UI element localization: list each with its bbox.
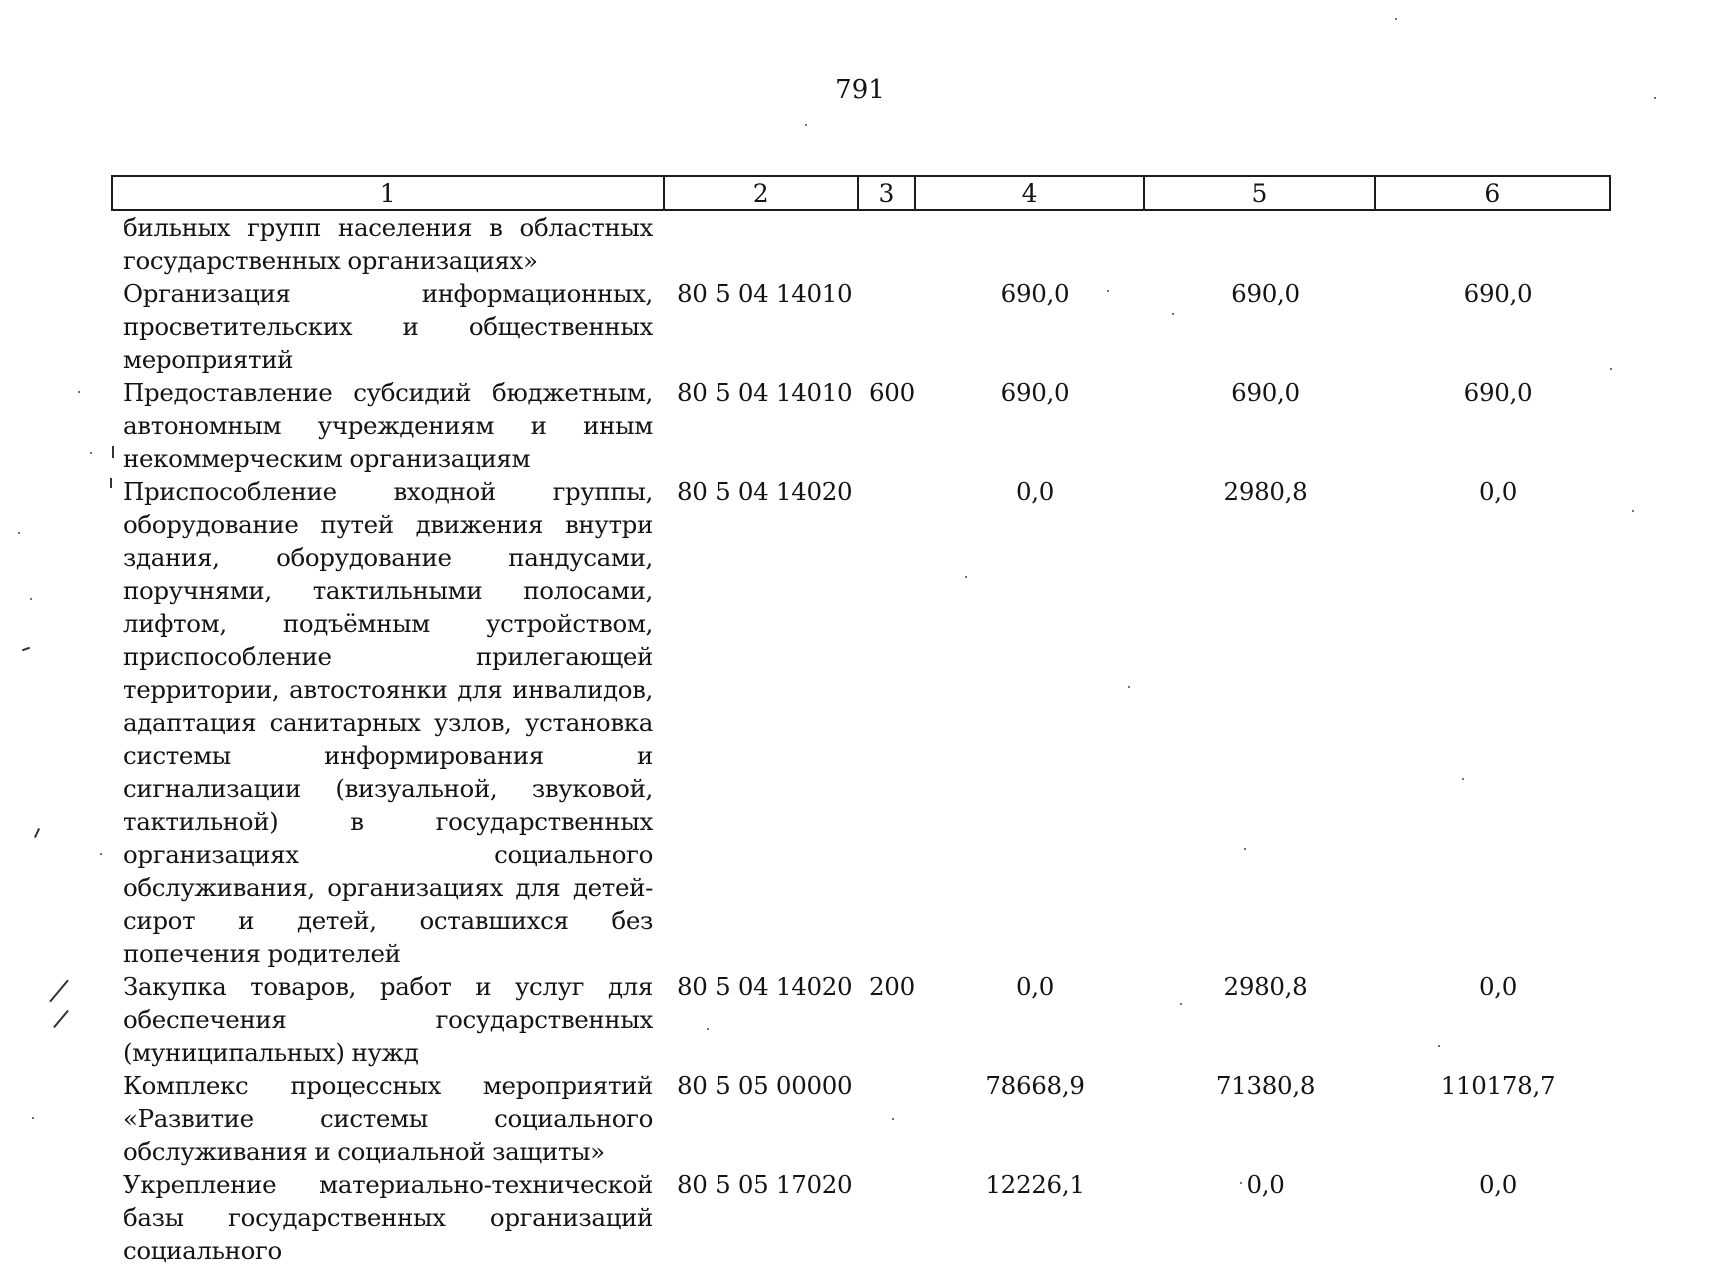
column-header-2: 2 (665, 177, 859, 209)
row-value-col5: 690,0 (1231, 378, 1300, 407)
scan-speck (1107, 290, 1109, 292)
row-value-col6: 690,0 (1463, 378, 1533, 407)
column-header-1: 1 (113, 177, 665, 209)
row-value-col6: 0,0 (1478, 1170, 1518, 1199)
scan-speck (1240, 1182, 1242, 1184)
scan-mark (110, 478, 112, 488)
scan-speck (1180, 1003, 1182, 1005)
scan-speck (1244, 848, 1246, 850)
scan-mark (22, 647, 30, 652)
row-value-col5: 0,0 (1246, 1170, 1285, 1199)
scan-speck (707, 1028, 709, 1030)
scan-mark (53, 1010, 69, 1028)
row-description: Комплекс процессных мероприятий «Развитие системы социального обслуживания и социальной защиты» (123, 1071, 653, 1166)
row-code: 80 5 04 14020 (677, 972, 853, 1001)
scan-speck (805, 124, 807, 126)
table-body (111, 211, 1611, 1267)
row-type: 200 (869, 972, 915, 1001)
row-code: 80 5 04 14010 (677, 378, 853, 407)
row-code: 80 5 05 00000 (677, 1071, 853, 1100)
scan-speck (1610, 368, 1612, 370)
scan-speck (1128, 686, 1130, 688)
scan-speck (30, 598, 32, 600)
scan-speck (1654, 97, 1656, 99)
row-description: Предоставление субсидий бюджетным, автономным учреждениям и иным некоммерческим организациям (123, 378, 653, 473)
row-value-col6: 690,0 (1463, 279, 1533, 308)
row-type: 600 (869, 378, 915, 407)
scan-speck (965, 576, 967, 578)
table-row (111, 277, 1611, 376)
scan-speck (32, 1117, 34, 1119)
table-row (111, 376, 1611, 475)
row-value-col4: 0,0 (1015, 972, 1055, 1001)
table-row (111, 1168, 1611, 1267)
table-row (111, 970, 1611, 1069)
row-description: Закупка товаров, работ и услуг для обеспечения государственных (муниципальных) нужд (123, 972, 653, 1067)
scan-speck (1395, 18, 1397, 20)
scan-speck (18, 532, 20, 534)
scan-speck (78, 391, 80, 393)
row-value-col5: 690,0 (1231, 279, 1300, 308)
table-header (111, 175, 1611, 211)
row-value-col4: 690,0 (1000, 279, 1070, 308)
row-value-col5: 2980,8 (1223, 972, 1308, 1001)
scan-speck (100, 853, 102, 855)
page-number: 791 (835, 75, 885, 105)
row-value-col5: 2980,8 (1223, 477, 1308, 506)
scan-speck (90, 452, 92, 454)
row-value-col6: 110178,7 (1440, 1071, 1556, 1100)
row-description: Организация информационных, просветительских и общественных мероприятий (123, 279, 653, 374)
scan-speck (1462, 778, 1464, 780)
row-description: бильных групп населения в областных государственных организациях» (123, 213, 653, 275)
row-code: 80 5 04 14010 (677, 279, 853, 308)
scan-mark (49, 980, 69, 1003)
row-value-col4: 78668,9 (985, 1071, 1085, 1100)
scan-speck (1172, 313, 1174, 315)
row-value-col4: 690,0 (1000, 378, 1070, 407)
row-code: 80 5 04 14020 (677, 477, 853, 506)
row-value-col4: 0,0 (1015, 477, 1055, 506)
row-code: 80 5 05 17020 (677, 1170, 853, 1199)
row-value-col6: 0,0 (1478, 477, 1518, 506)
row-description: Приспособление входной группы, оборудование путей движения внутри здания, оборудование пандусами, поручнями, тактильными полосами, лифтом, подъёмным устройством, приспособление прилегающей территории, автостоянки для инвалидов, адаптация санитарных узлов, установка системы информирования и сигнализации (визуальной, звуковой, тактильной) в государственных организациях социального обслуживания, организациях для детей-сирот и детей, оставшихся без попечения родителей (123, 477, 653, 968)
row-value-col4: 12226,1 (985, 1170, 1085, 1199)
scan-speck (1632, 510, 1634, 512)
scan-mark (112, 446, 114, 458)
table-row (111, 1069, 1611, 1168)
column-header-4: 4 (916, 177, 1145, 209)
row-value-col6: 0,0 (1478, 972, 1518, 1001)
column-header-5: 5 (1145, 177, 1375, 209)
table-row (111, 211, 1611, 277)
column-header-6: 6 (1484, 179, 1501, 208)
row-value-col5: 71380,8 (1215, 1071, 1316, 1100)
scan-speck (892, 1118, 894, 1120)
table-row (111, 475, 1611, 970)
column-header-3: 3 (859, 177, 916, 209)
scan-speck (1438, 1045, 1440, 1047)
row-description: Укрепление материально-технической базы государственных организаций социального (123, 1170, 653, 1265)
scan-mark (34, 828, 40, 838)
